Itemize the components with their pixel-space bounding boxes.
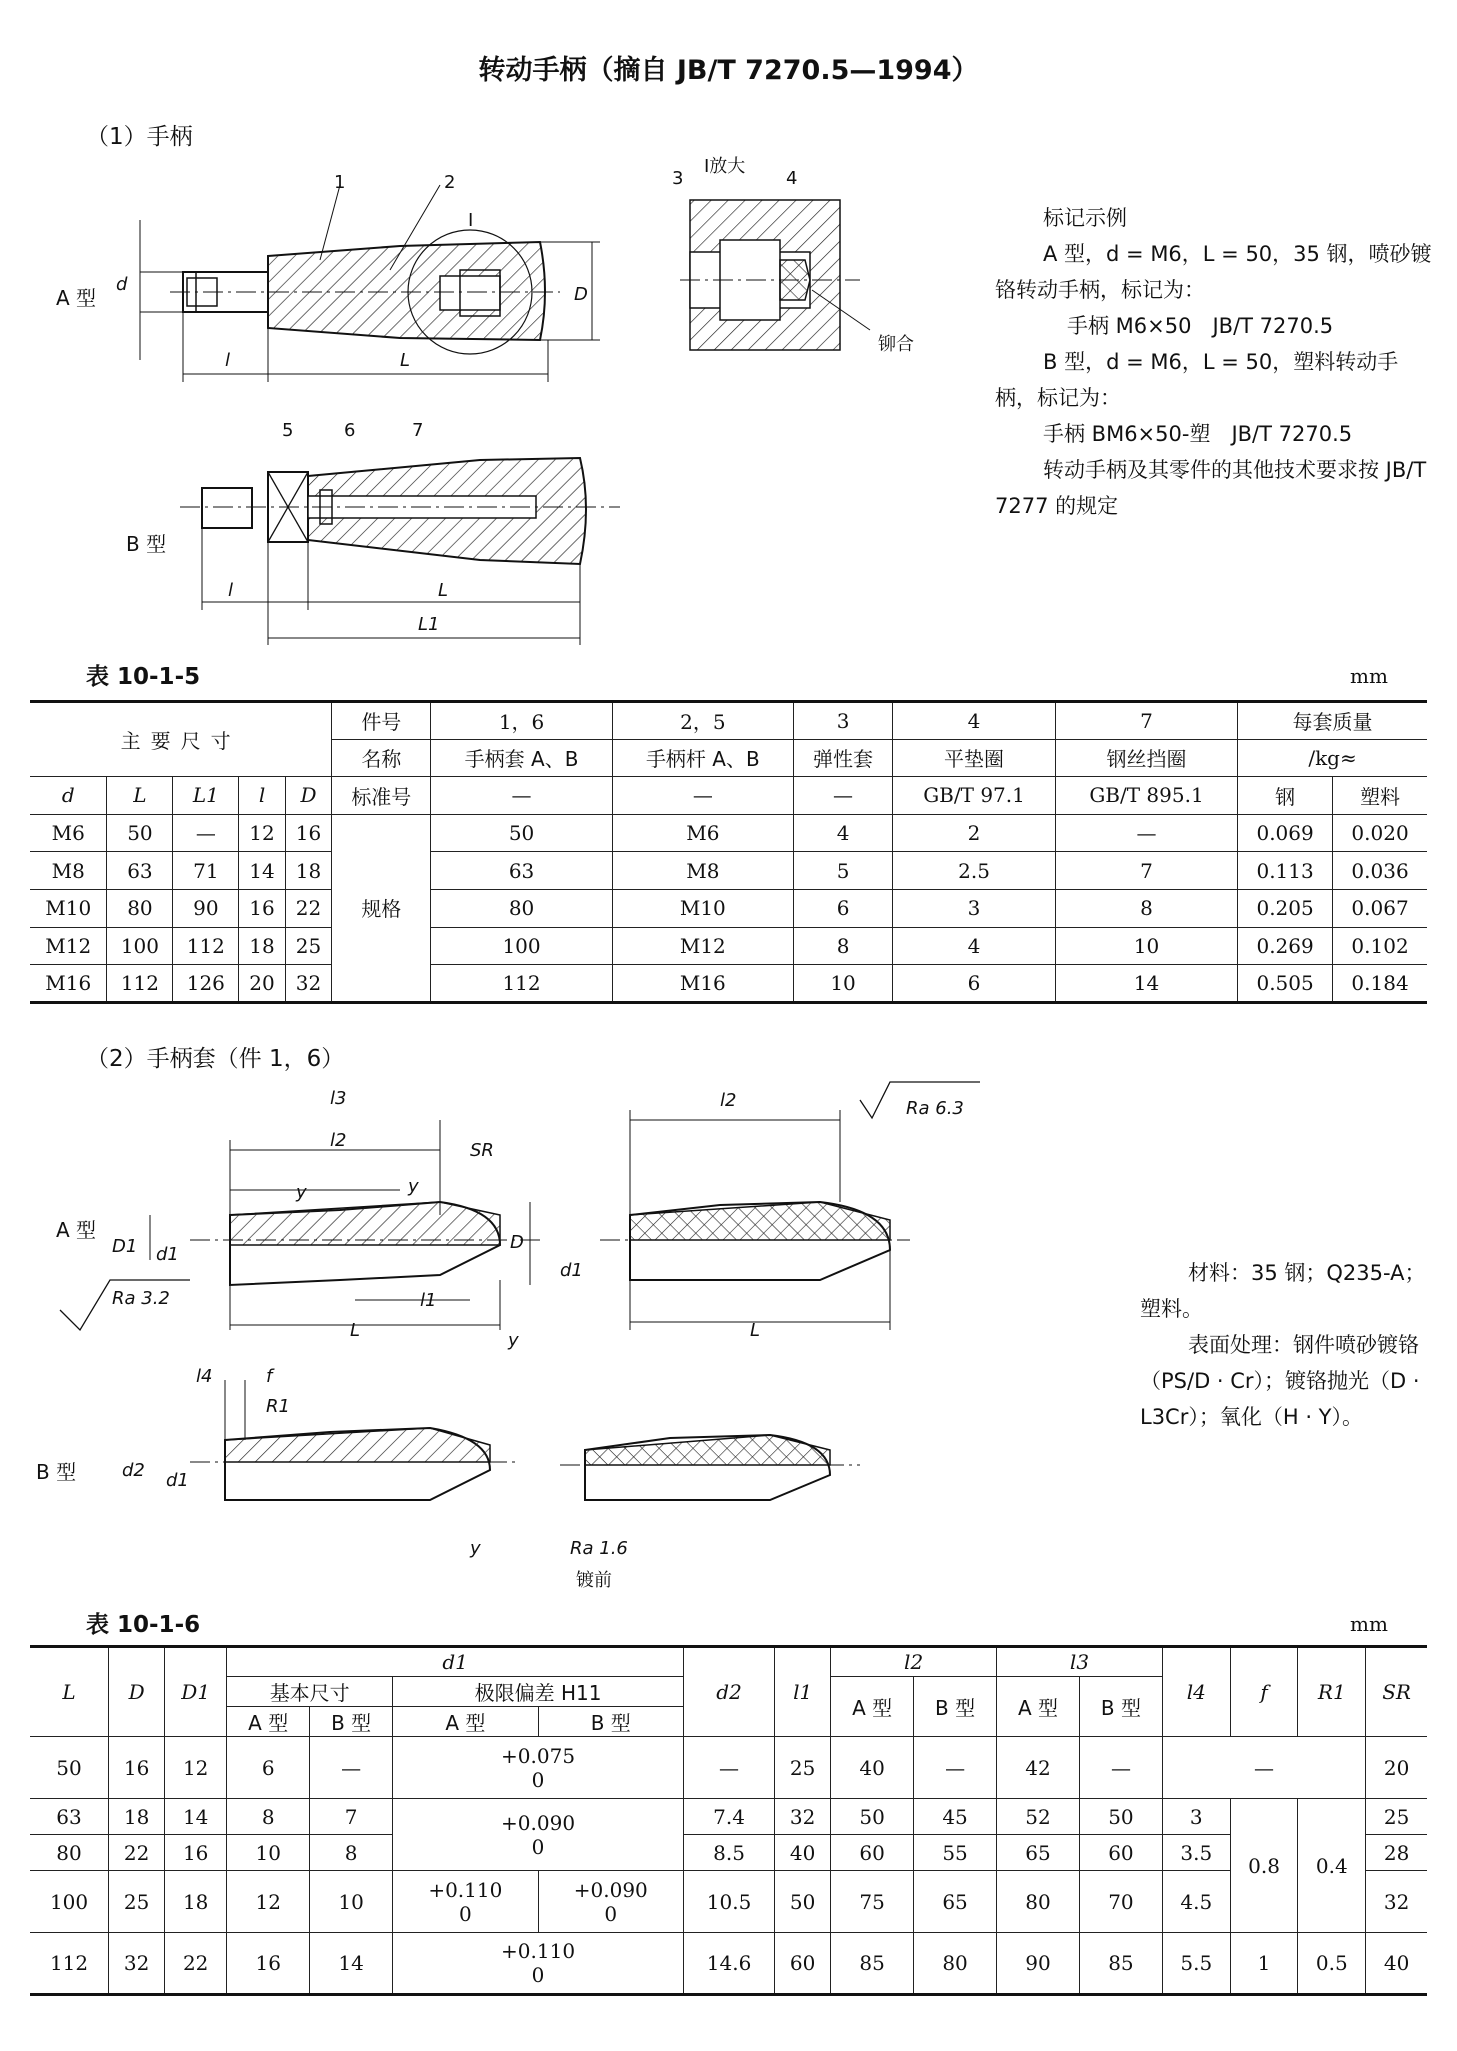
dim-b-L-label: L: [438, 580, 449, 601]
y-mark-2: y: [408, 1176, 419, 1197]
col-d1: d1: [227, 1647, 684, 1677]
callout-2: 2: [444, 172, 456, 193]
cell: M8: [612, 852, 793, 890]
cell: 14: [1055, 965, 1237, 1003]
std-col-3: —: [793, 777, 892, 815]
table-row: [30, 852, 1427, 890]
col-f: f: [1230, 1647, 1298, 1737]
l3-b-header: B 型: [1079, 1677, 1162, 1737]
col-SR: SR: [1366, 1647, 1427, 1737]
table-10-1-6: [30, 1645, 1427, 1996]
ra16-label: Ra 1.6: [570, 1538, 628, 1559]
cell: 63: [107, 852, 173, 890]
cell: 28: [1366, 1835, 1427, 1871]
cell: 0.102: [1333, 927, 1427, 965]
tol-upper: +0.110: [501, 1939, 576, 1963]
tol-upper: +0.075: [501, 1743, 576, 1768]
tolerance-cell: [393, 1799, 684, 1871]
cell: 0.020: [1333, 814, 1427, 852]
tolerance-a-cell: [393, 1871, 538, 1933]
cell: 3: [1162, 1799, 1230, 1835]
col-d2: d2: [683, 1647, 774, 1737]
cell: 100: [431, 927, 612, 965]
cell: 45: [914, 1799, 997, 1835]
basic-size-header: 基本尺寸: [227, 1677, 393, 1707]
marking-line-1: A 型，d = M6，L = 50，35 钢，喷砂镀铬转动手柄，标记为：: [995, 242, 1432, 302]
name-col-1: 手柄套 A、B: [431, 739, 612, 777]
dim-D1-label: D1: [112, 1236, 138, 1257]
name-col-5: 钢丝挡圈: [1055, 739, 1237, 777]
std-col-5: GB/T 895.1: [1055, 777, 1237, 815]
cell: 8.5: [683, 1835, 774, 1871]
dim-D-label-2: D: [510, 1232, 524, 1253]
cell: 3.5: [1162, 1835, 1230, 1871]
cell: 0.113: [1238, 852, 1333, 890]
dim-l3-label: l3: [330, 1088, 347, 1109]
col-L: L: [107, 777, 173, 815]
y-mark-3: y: [508, 1330, 519, 1351]
part-col-4: 4: [893, 702, 1056, 740]
tol-b-header: B 型: [538, 1707, 683, 1737]
dim-b-l-label: l: [228, 580, 234, 601]
cell: 6: [893, 965, 1056, 1003]
ra63-label: Ra 6.3: [906, 1098, 964, 1119]
marking-line-5: 转动手柄及其零件的其他技术要求按 JB/T 7277 的规定: [995, 458, 1427, 518]
cell: 25: [775, 1737, 831, 1799]
part-col-2: 2，5: [612, 702, 793, 740]
cell: 85: [831, 1933, 914, 1995]
cell: 18: [285, 852, 331, 890]
cell: 100: [30, 1871, 109, 1933]
table2-unit: mm: [1350, 1612, 1388, 1636]
col-L: L: [30, 1647, 109, 1737]
cell: M6: [30, 814, 107, 852]
cell: 80: [431, 889, 612, 927]
marking-line-3: B 型，d = M6，L = 50，塑料转动手柄，标记为：: [995, 350, 1399, 410]
cell: 7.4: [683, 1799, 774, 1835]
std-col-1: —: [431, 777, 612, 815]
material-line: 材料：35 钢；Q235-A；塑料。: [1140, 1261, 1426, 1321]
cell: 14: [310, 1933, 393, 1995]
cell: 22: [165, 1933, 227, 1995]
cell: 71: [173, 852, 239, 890]
cell: 25: [285, 927, 331, 965]
dim-L-label-2: L: [350, 1320, 361, 1341]
dim-l2-label: l2: [330, 1130, 347, 1151]
cell: 60: [831, 1835, 914, 1871]
cell: 16: [239, 889, 285, 927]
spec-label: 规格: [332, 814, 431, 1002]
part-col-5: 7: [1055, 702, 1237, 740]
cell: M12: [612, 927, 793, 965]
cell: 112: [107, 965, 173, 1003]
marking-example: [995, 200, 1435, 524]
cell: 112: [30, 1933, 109, 1995]
cell: 32: [1366, 1871, 1427, 1933]
table1-caption: 表 10-1-5: [86, 664, 201, 690]
cell: 63: [431, 852, 612, 890]
name-header: 名称: [332, 739, 431, 777]
std-header: 标准号: [332, 777, 431, 815]
cell: 0.5: [1298, 1933, 1366, 1995]
dim-b-L1-label: L1: [418, 614, 440, 635]
basic-b-header: B 型: [310, 1707, 393, 1737]
cell: 40: [1366, 1933, 1427, 1995]
cell: 16: [285, 814, 331, 852]
handle-b-drawing: [150, 440, 650, 660]
cell: 112: [173, 927, 239, 965]
tol-lower: 0: [531, 1767, 545, 1792]
dim-l2-label-2: l2: [720, 1090, 737, 1111]
cell: 6: [793, 889, 892, 927]
cell: 7: [1055, 852, 1237, 890]
cell: 4: [793, 814, 892, 852]
col-l: l: [239, 777, 285, 815]
y-mark-1: y: [296, 1182, 307, 1203]
cell: 25: [1366, 1799, 1427, 1835]
detail-title: Ⅰ放大: [704, 156, 746, 177]
cell: 85: [1079, 1933, 1162, 1995]
cell: 1: [1230, 1933, 1298, 1995]
cell: 10: [227, 1835, 310, 1871]
dim-d1-label-3: d1: [166, 1470, 189, 1491]
table1-unit: mm: [1350, 664, 1388, 688]
cell: 70: [1079, 1871, 1162, 1933]
dim-L-label-3: L: [750, 1320, 761, 1341]
cell: 52: [997, 1799, 1080, 1835]
cell: 80: [107, 889, 173, 927]
R1-mid-cell: 0.4: [1298, 1799, 1366, 1933]
detail-rivet-label: 铆合: [878, 334, 914, 355]
cell: 2: [893, 814, 1056, 852]
name-col-3: 弹性套: [793, 739, 892, 777]
col-l1: l1: [775, 1647, 831, 1737]
cell: 20: [1366, 1737, 1427, 1799]
cell: 5: [793, 852, 892, 890]
dim-d1-label: d1: [156, 1244, 179, 1265]
cell: 16: [109, 1737, 165, 1799]
cell: 8: [793, 927, 892, 965]
tolerance-header: 极限偏差 H11: [393, 1677, 684, 1707]
cell: 0.269: [1238, 927, 1333, 965]
tol-lower: 0: [604, 1901, 618, 1926]
handle-a-drawing: [0, 160, 620, 390]
table-row: [30, 927, 1427, 965]
cell: 0.505: [1238, 965, 1333, 1003]
cell: M10: [30, 889, 107, 927]
l3-a-header: A 型: [997, 1677, 1080, 1737]
callout-detail-marker: Ⅰ: [468, 210, 474, 231]
l2-b-header: B 型: [914, 1677, 997, 1737]
marking-heading: 标记示例: [1043, 206, 1127, 230]
section-heading-1: （1）手柄: [86, 124, 193, 150]
cell: 32: [109, 1933, 165, 1995]
col-l4: l4: [1162, 1647, 1230, 1737]
marking-line-2: 手柄 M6×50 JB/T 7270.5: [1067, 314, 1334, 338]
cell: 18: [165, 1871, 227, 1933]
cell: 80: [997, 1871, 1080, 1933]
std-col-2: —: [612, 777, 793, 815]
cell: 6: [227, 1737, 310, 1799]
part-no-header: 件号: [332, 702, 431, 740]
cell: M6: [612, 814, 793, 852]
table2-caption: 表 10-1-6: [86, 1612, 201, 1638]
cell: —: [914, 1737, 997, 1799]
table-row: [30, 814, 1427, 852]
cell: 50: [775, 1871, 831, 1933]
cell: —: [310, 1737, 393, 1799]
cell: —: [1162, 1737, 1365, 1799]
page-title: 转动手柄（摘自 JB/T 7270.5—1994）: [478, 55, 979, 86]
marking-line-4: 手柄 BM6×50-塑 JB/T 7270.5: [1043, 422, 1353, 446]
cell: —: [683, 1737, 774, 1799]
cell: M16: [612, 965, 793, 1003]
main-dims-header: 主要尺寸: [30, 702, 332, 777]
tol-upper: +0.090: [501, 1810, 576, 1835]
type-b-label: B 型: [126, 532, 167, 556]
detail-enlarged-drawing: [680, 180, 880, 370]
cell: 126: [173, 965, 239, 1003]
sleeve-type-b-label: B 型: [36, 1460, 77, 1484]
callout-6: 6: [344, 420, 356, 441]
table-row: [30, 1799, 1427, 1835]
cell: —: [173, 814, 239, 852]
tol-a-header: A 型: [393, 1707, 538, 1737]
cell: 20: [239, 965, 285, 1003]
cell: 50: [30, 1737, 109, 1799]
dim-L-label: L: [400, 350, 411, 371]
cell: 10: [793, 965, 892, 1003]
cell: 14.6: [683, 1933, 774, 1995]
sleeve-a-drawing: [0, 1080, 600, 1340]
cell: 3: [893, 889, 1056, 927]
mass-plastic: 塑料: [1333, 777, 1427, 815]
col-l3: l3: [997, 1647, 1163, 1677]
std-col-4: GB/T 97.1: [893, 777, 1056, 815]
cell: 4: [893, 927, 1056, 965]
dim-D-label: D: [574, 284, 588, 305]
tol-upper: +0.090: [573, 1877, 648, 1902]
col-L1: L1: [173, 777, 239, 815]
cell: 112: [431, 965, 612, 1003]
cell: M16: [30, 965, 107, 1003]
cell: 16: [227, 1933, 310, 1995]
cell: 14: [239, 852, 285, 890]
cell: 32: [285, 965, 331, 1003]
cell: 60: [1079, 1835, 1162, 1871]
dim-l-label: l: [225, 350, 231, 371]
col-l2: l2: [831, 1647, 997, 1677]
table-row: [30, 1835, 1427, 1871]
cell: 40: [775, 1835, 831, 1871]
callout-5: 5: [282, 420, 294, 441]
cell: 55: [914, 1835, 997, 1871]
material-notes: [1140, 1255, 1440, 1435]
cell: 12: [165, 1737, 227, 1799]
detail-callout-4: 4: [786, 168, 798, 189]
cell: 0.067: [1333, 889, 1427, 927]
col-R1: R1: [1298, 1647, 1366, 1737]
cell: 0.036: [1333, 852, 1427, 890]
cell: 14: [165, 1799, 227, 1835]
cell: 7: [310, 1799, 393, 1835]
name-col-2: 手柄杆 A、B: [612, 739, 793, 777]
cell: 8: [310, 1835, 393, 1871]
cell: 40: [831, 1737, 914, 1799]
section-heading-2: （2）手柄套（件 1，6）: [86, 1046, 345, 1072]
cell: 63: [30, 1799, 109, 1835]
cell: 50: [1079, 1799, 1162, 1835]
cell: 18: [239, 927, 285, 965]
cell: —: [1079, 1737, 1162, 1799]
cell: 90: [997, 1933, 1080, 1995]
cell: 50: [107, 814, 173, 852]
table-row: [30, 965, 1427, 1003]
table-row: [30, 1871, 1427, 1933]
mass-steel: 钢: [1238, 777, 1333, 815]
callout-1: 1: [334, 172, 346, 193]
cell: 0.069: [1238, 814, 1333, 852]
cell: 65: [914, 1871, 997, 1933]
plating-label: 镀前: [576, 1570, 612, 1591]
surface-treatment-line: 表面处理：钢件喷砂镀铬（PS/D · Cr）；镀铬抛光（D · L3Cr）；氧化（H · Y）。: [1140, 1333, 1420, 1429]
cell: 60: [775, 1933, 831, 1995]
cell: 18: [109, 1799, 165, 1835]
cell: 0.184: [1333, 965, 1427, 1003]
cell: 65: [997, 1835, 1080, 1871]
callout-7: 7: [412, 420, 424, 441]
dim-d1-label-2: d1: [560, 1260, 583, 1281]
col-d: d: [30, 777, 107, 815]
cell: M8: [30, 852, 107, 890]
cell: 10: [1055, 927, 1237, 965]
tol-lower: 0: [531, 1834, 545, 1859]
cell: 90: [173, 889, 239, 927]
type-a-label: A 型: [56, 286, 97, 310]
cell: 10: [310, 1871, 393, 1933]
tolerance-cell: [393, 1737, 684, 1799]
cell: 16: [165, 1835, 227, 1871]
cell: 4.5: [1162, 1871, 1230, 1933]
cell: 100: [107, 927, 173, 965]
sleeve-type-a-label: A 型: [56, 1218, 97, 1242]
table-10-1-5: [30, 700, 1427, 1004]
cell: 75: [831, 1871, 914, 1933]
table-row: [30, 889, 1427, 927]
cell: 12: [227, 1871, 310, 1933]
ra32-label: Ra 3.2: [112, 1288, 170, 1309]
cell: 32: [775, 1799, 831, 1835]
cell: 42: [997, 1737, 1080, 1799]
cell: 10.5: [683, 1871, 774, 1933]
table-row: [30, 1737, 1427, 1799]
mass-header: 每套质量: [1238, 702, 1427, 740]
cell: 25: [109, 1871, 165, 1933]
cell: M12: [30, 927, 107, 965]
cell: 80: [30, 1835, 109, 1871]
cell: 80: [914, 1933, 997, 1995]
sleeve-plastic-drawing: [560, 1080, 940, 1340]
cell: 0.205: [1238, 889, 1333, 927]
cell: —: [1055, 814, 1237, 852]
cell: 12: [239, 814, 285, 852]
tol-lower: 0: [531, 1963, 545, 1987]
dim-R1-label: R1: [266, 1396, 290, 1417]
basic-a-header: A 型: [227, 1707, 310, 1737]
mass-unit: /kg≈: [1238, 739, 1427, 777]
col-D: D: [285, 777, 331, 815]
dim-d2-label: d2: [122, 1460, 145, 1481]
cell: 22: [285, 889, 331, 927]
cell: 5.5: [1162, 1933, 1230, 1995]
detail-callout-3: 3: [672, 168, 684, 189]
tolerance-b-cell: [538, 1871, 683, 1933]
cell: 50: [831, 1799, 914, 1835]
col-D: D: [109, 1647, 165, 1737]
cell: 8: [1055, 889, 1237, 927]
cell: 50: [431, 814, 612, 852]
dim-l4-label: l4: [196, 1366, 213, 1387]
y-mark-eq: y: [470, 1538, 481, 1559]
name-col-4: 平垫圈: [893, 739, 1056, 777]
cell: M10: [612, 889, 793, 927]
col-D1: D1: [165, 1647, 227, 1737]
dim-l1-label: l1: [420, 1290, 437, 1311]
table-row: [30, 1933, 1427, 1995]
part-col-1: 1，6: [431, 702, 612, 740]
dim-f-label: f: [266, 1366, 273, 1387]
cell: 2.5: [893, 852, 1056, 890]
l2-a-header: A 型: [831, 1677, 914, 1737]
cell: 22: [109, 1835, 165, 1871]
tol-lower: 0: [458, 1901, 472, 1926]
sr-label: SR: [470, 1140, 494, 1161]
f-mid-cell: 0.8: [1230, 1799, 1298, 1933]
dim-d-label: d: [116, 274, 128, 295]
cell: 8: [227, 1799, 310, 1835]
tol-upper: +0.110: [428, 1877, 503, 1902]
tolerance-cell: [393, 1933, 684, 1995]
part-col-3: 3: [793, 702, 892, 740]
